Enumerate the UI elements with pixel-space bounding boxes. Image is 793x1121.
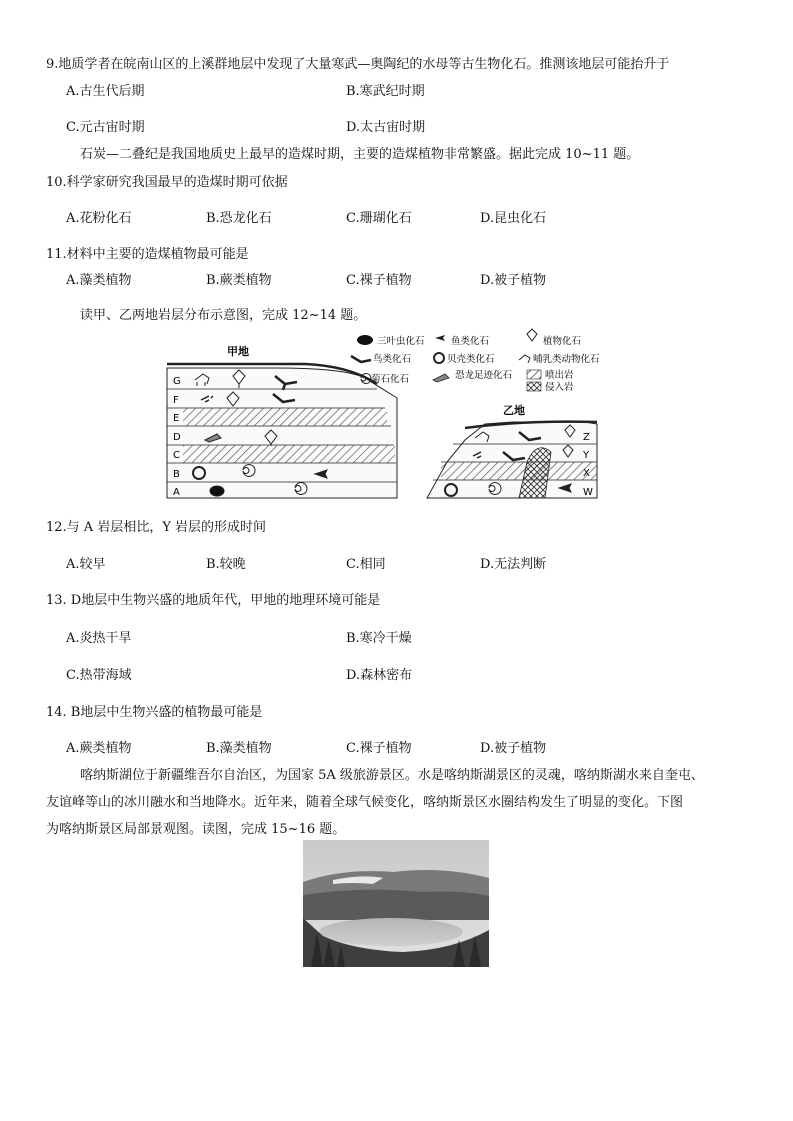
site-b-label: 乙地 xyxy=(503,404,525,417)
q11-option-b[interactable]: B.蕨类植物 xyxy=(206,273,272,288)
legend-shell: 贝壳类化石 xyxy=(447,354,495,365)
layer-a-e: E xyxy=(173,413,180,424)
material-10-11: 石炭—二叠纪是我国地质史上最早的造煤时期，主要的造煤植物非常繁盛。据此完成 10~11 题。 xyxy=(80,147,640,162)
question-14-stem: 14. B地层中生物兴盛的植物最可能是 xyxy=(46,705,263,720)
q14-option-d[interactable]: D.被子植物 xyxy=(480,741,547,756)
legend-dinosaur-track: 恐龙足迹化石 xyxy=(455,370,513,381)
legend-intrusive: 侵入岩 xyxy=(545,382,574,393)
question-11-stem: 11.材料中主要的造煤植物最可能是 xyxy=(46,247,249,262)
question-10-stem: 10.科学家研究我国最早的造煤时期可依据 xyxy=(46,175,288,190)
q12-option-d[interactable]: D.无法判断 xyxy=(480,557,547,572)
legend xyxy=(351,329,600,393)
q13-option-a[interactable]: A.炎热干旱 xyxy=(66,631,132,646)
q11-option-d[interactable]: D.被子植物 xyxy=(480,273,547,288)
q10-option-d[interactable]: D.昆虫化石 xyxy=(480,211,547,226)
q10-option-c[interactable]: C.珊瑚化石 xyxy=(346,211,412,226)
q13-option-d[interactable]: D.森林密布 xyxy=(346,668,413,683)
kanas-lake-photo xyxy=(303,840,489,967)
q10-option-b[interactable]: B.恐龙化石 xyxy=(206,211,272,226)
q10-option-a[interactable]: A.花粉化石 xyxy=(66,211,132,226)
legend-mammal: 哺乳类动物化石 xyxy=(533,354,600,365)
q12-option-c[interactable]: C.相同 xyxy=(346,557,386,572)
q13-option-c[interactable]: C.热带海域 xyxy=(66,668,132,683)
q9-option-b[interactable]: B.寒武纪时期 xyxy=(346,84,425,99)
q11-option-c[interactable]: C.裸子植物 xyxy=(346,273,412,288)
legend-extrusive: 喷出岩 xyxy=(545,370,574,381)
legend-fish: 鱼类化石 xyxy=(451,336,490,347)
layer-a-c: C xyxy=(173,450,180,461)
q14-option-b[interactable]: B.藻类植物 xyxy=(206,741,272,756)
layer-a-b: B xyxy=(173,469,180,480)
layer-a-g: G xyxy=(173,376,181,387)
q14-option-a[interactable]: A.蕨类植物 xyxy=(66,741,132,756)
layer-b-w: W xyxy=(583,487,593,498)
q9-option-d[interactable]: D.太古宙时期 xyxy=(346,120,426,135)
layer-a-a: A xyxy=(173,487,180,498)
layer-a-d: D xyxy=(173,432,181,443)
material-15-16-line2: 友谊峰等山的冰川融水和当地降水。近年来，随着全球气候变化，喀纳斯景区水圈结构发生了明显的变化。下图 xyxy=(46,795,684,810)
q9-option-c[interactable]: C.元古宙时期 xyxy=(66,120,145,135)
q11-option-a[interactable]: A.藻类植物 xyxy=(66,273,132,288)
q14-option-c[interactable]: C.裸子植物 xyxy=(346,741,412,756)
legend-bird: 鸟类化石 xyxy=(373,354,412,365)
legend-ammonite: 菊石化石 xyxy=(371,374,410,385)
legend-plant: 植物化石 xyxy=(543,336,582,347)
layer-b-y: Y xyxy=(583,450,590,461)
layer-b-x: X xyxy=(583,468,590,479)
q13-option-b[interactable]: B.寒冷干燥 xyxy=(346,631,412,646)
material-15-16-line3: 为喀纳斯景区局部景观图。读图，完成 15~16 题。 xyxy=(46,822,346,837)
site-a-label: 甲地 xyxy=(227,345,249,358)
q12-option-b[interactable]: B.较晚 xyxy=(206,557,246,572)
q12-option-a[interactable]: A.较早 xyxy=(66,557,106,572)
q9-option-a[interactable]: A.古生代后期 xyxy=(66,84,145,99)
trilobite-fossil-icon xyxy=(210,486,224,496)
legend-trilobite: 三叶虫化石 xyxy=(377,336,425,347)
question-9-stem: 9.地质学者在皖南山区的上溪群地层中发现了大量寒武—奥陶纪的水母等古生物化石。推测该地层可能抬升于 xyxy=(46,57,670,72)
layer-b-z: Z xyxy=(583,432,590,443)
question-12-stem: 12.与 A 岩层相比，Y 岩层的形成时间 xyxy=(46,520,267,535)
question-13-stem: 13. D地层中生物兴盛的地质年代，甲地的地理环境可能是 xyxy=(46,593,381,608)
strata-diagram xyxy=(165,328,627,506)
layer-a-f: F xyxy=(173,395,179,406)
material-12-14: 读甲、乙两地岩层分布示意图，完成 12~14 题。 xyxy=(80,308,367,323)
material-15-16-line1: 喀纳斯湖位于新疆维吾尔自治区，为国家 5A 级旅游景区。水是喀纳斯湖景区的灵魂，喀纳斯湖水来自奎屯、 xyxy=(80,768,704,783)
